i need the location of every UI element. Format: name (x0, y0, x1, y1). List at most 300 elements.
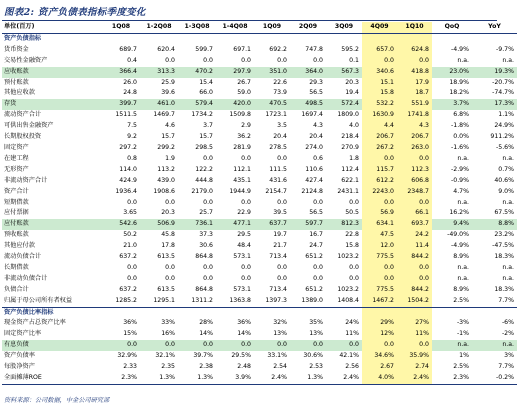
table-cell: 0.0 (203, 56, 213, 64)
report-title: 图表2: 资产负债表指标季度变化 (4, 7, 146, 18)
table-cell: 0.0 (165, 198, 175, 206)
row-label: 应付票据 (4, 209, 29, 217)
table-cell: 0.0 (362, 56, 397, 67)
table-cell: 1734.2 (191, 111, 213, 119)
table-cell: 1363.8 (216, 296, 254, 307)
table-cell: 1.3% (140, 373, 178, 384)
table-cell: 1023.2 (337, 253, 359, 261)
table-row (2, 121, 517, 132)
table-cell: 470.5 (254, 99, 290, 110)
table-cell: 1397.3 (254, 296, 290, 307)
table-cell: 18.3% (494, 253, 514, 261)
table-row (2, 219, 517, 230)
table-cell: 66.0 (199, 89, 213, 97)
table-cell: 0.0 (127, 198, 137, 206)
table-cell: 9.0% (498, 187, 514, 195)
table-cell: 424.9 (119, 176, 137, 184)
row-label: 资产负债率 (4, 352, 35, 360)
table-cell: 1% (459, 352, 469, 360)
table-cell: 3.7% (432, 99, 472, 110)
table-cell: 0.0 (203, 274, 213, 282)
table-cell: 689.7 (119, 45, 137, 53)
table-cell: 15% (123, 330, 137, 338)
table-cell: 18.7 (397, 88, 432, 99)
table-cell: 2.56 (345, 363, 359, 371)
table-cell: 4.7% (453, 187, 469, 195)
table-cell: 2.38 (199, 363, 213, 371)
table-cell: 420.0 (216, 99, 254, 110)
table-cell: 22.6 (273, 78, 287, 86)
table-cell: 35% (309, 319, 323, 327)
table-cell: 1408.4 (326, 296, 362, 307)
table-cell: -20.7% (492, 78, 514, 86)
table-cell: 16.2% (449, 209, 469, 217)
table-cell: 2.4% (254, 373, 290, 384)
table-cell: 2.4% (397, 373, 432, 384)
table-cell: 0.0 (277, 274, 287, 282)
row-label: 预付账款 (4, 78, 29, 86)
table-cell: 2.3% (432, 373, 472, 384)
table-cell: 0.0 (362, 198, 397, 209)
table-cell: 1741.8 (397, 110, 432, 121)
row-label: 无形资产 (4, 165, 29, 173)
table-cell: n.a. (457, 263, 469, 271)
table-cell: n.a. (472, 340, 517, 351)
table-cell: 0.0 (254, 340, 290, 351)
table-cell: 0.0 (241, 154, 251, 162)
table-cell: 1509.8 (229, 111, 251, 119)
row-label: 交易性金融资产 (4, 56, 48, 64)
table-cell: 14% (237, 330, 251, 338)
table-cell: 1723.1 (265, 111, 287, 119)
row-label: 全面摊薄ROE (2, 373, 102, 384)
table-cell: 36% (123, 319, 137, 327)
table-cell: 0.0 (313, 274, 323, 282)
table-cell: 112.3 (397, 165, 432, 176)
table-cell: 551.9 (397, 99, 432, 110)
table-cell: 6.8% (453, 111, 469, 119)
row-label: 流动资产合计 (4, 111, 42, 119)
table-cell: 278.5 (269, 143, 287, 151)
table-cell: 1511.5 (115, 111, 137, 119)
table-cell: 13% (309, 330, 323, 338)
table-cell: 736.1 (178, 219, 216, 230)
table-cell: 637.7 (254, 219, 290, 230)
table-cell: 634.1 (362, 219, 397, 230)
table-cell: 206.7 (362, 132, 397, 143)
table-cell: 8.8% (472, 219, 517, 230)
table-cell: 579.4 (178, 99, 216, 110)
column-header: YoY (472, 22, 517, 33)
row-label: 其他应付款 (4, 242, 35, 250)
unit-header: 单位(百万) (2, 22, 102, 33)
table-row (2, 351, 517, 362)
table-row (2, 187, 517, 198)
table-cell: 1023.2 (337, 285, 359, 293)
table-cell: 0.0 (397, 263, 432, 274)
table-cell: 1809.0 (337, 111, 359, 119)
table-cell: 32% (273, 319, 287, 327)
table-row (2, 362, 517, 373)
table-cell: 567.3 (326, 67, 362, 78)
table-cell: 1311.2 (178, 296, 216, 307)
table-cell: 13% (273, 330, 287, 338)
table-cell: 8.9% (453, 285, 469, 293)
balance-sheet-table (2, 22, 517, 385)
table-row (2, 208, 517, 219)
table-row (2, 318, 517, 329)
table-cell: 0.7% (498, 165, 514, 173)
table-cell: 613.5 (157, 285, 175, 293)
table-row (2, 241, 517, 252)
table-cell: 1469.7 (153, 111, 175, 119)
table-cell: 1.1% (498, 111, 514, 119)
table-cell: 19.4 (345, 89, 359, 97)
table-cell: 0.0 (362, 340, 397, 351)
table-cell: -2.9% (451, 165, 469, 173)
table-cell: 1.9 (165, 154, 175, 162)
table-cell: 40.6% (494, 176, 514, 184)
table-cell: 461.0 (140, 99, 178, 110)
table-cell: 7.7% (472, 296, 517, 307)
table-cell: 0.8 (127, 154, 137, 162)
table-cell: -0.9% (451, 176, 469, 184)
table-cell: 1697.4 (301, 111, 323, 119)
table-cell: 267.2 (362, 143, 397, 154)
table-cell: 2.67 (362, 362, 397, 373)
table-row (2, 252, 517, 263)
row-label: 归属于母公司所有者权益 (2, 296, 102, 307)
section-row (2, 33, 517, 44)
row-label: 其他应收款 (4, 89, 35, 97)
table-row (2, 78, 517, 89)
table-row (2, 56, 517, 67)
table-cell: 32.9% (117, 352, 137, 360)
table-cell: 0.1 (349, 56, 359, 64)
table-cell: 506.9 (140, 219, 178, 230)
table-cell: 599.7 (195, 45, 213, 53)
table-cell: 32.1% (155, 352, 175, 360)
table-row (2, 340, 517, 351)
table-cell: 864.8 (195, 253, 213, 261)
table-cell: -74.7% (492, 89, 514, 97)
table-cell: n.a. (432, 340, 472, 351)
table-cell: 0.0 (178, 340, 216, 351)
section-filler-cell (432, 33, 472, 44)
table-cell: 37.3 (199, 231, 213, 239)
table-cell: 0.0 (102, 340, 140, 351)
table-cell: 0.0 (140, 340, 178, 351)
table-cell: 218.4 (341, 133, 359, 141)
table-cell: 0.0 (127, 263, 137, 271)
table-cell: 542.6 (102, 219, 140, 230)
table-cell: 606.8 (397, 176, 432, 187)
table-cell: 34.6% (362, 351, 397, 362)
table-cell: n.a. (502, 56, 514, 64)
table-cell: 1630.9 (362, 110, 397, 121)
table-cell: -5.6% (496, 143, 514, 151)
table-row (2, 176, 517, 187)
table-cell: 0.0 (277, 198, 287, 206)
table-cell: 1.8 (349, 154, 359, 162)
table-cell: 11% (397, 329, 432, 340)
table-cell: 20.3 (345, 78, 359, 86)
table-row (2, 143, 517, 154)
table-cell: 206.7 (397, 132, 432, 143)
table-cell: 0.0% (453, 133, 469, 141)
table-cell: 25.9 (161, 78, 175, 86)
table-cell: 0.0 (165, 56, 175, 64)
table-cell: -3% (456, 319, 469, 327)
table-cell: 364.0 (290, 67, 326, 78)
table-cell: 1389.0 (290, 296, 326, 307)
table-cell: 0.0 (277, 263, 287, 271)
table-cell: -0.2% (472, 373, 517, 384)
table-cell: 2.53 (309, 363, 323, 371)
table-cell: 0.0 (362, 154, 397, 165)
table-cell: 59.0 (237, 89, 251, 97)
table-cell: -47.5% (492, 242, 514, 250)
table-cell: 23.2% (494, 231, 514, 239)
table-cell: 775.5 (362, 285, 397, 296)
table-cell: 1.3% (290, 373, 326, 384)
table-cell: 444.8 (195, 176, 213, 184)
table-cell: 572.4 (326, 99, 362, 110)
table-cell: 12% (362, 329, 397, 340)
table-cell: 30.6 (199, 242, 213, 250)
table-cell: 33% (161, 319, 175, 327)
table-cell: 0.0 (349, 274, 359, 282)
table-cell: 1504.2 (397, 296, 432, 307)
table-cell: 651.2 (305, 285, 323, 293)
table-cell: 270.9 (341, 143, 359, 151)
column-header: 1-2Q08 (140, 22, 178, 33)
table-cell: 1908.6 (153, 187, 175, 195)
section-filler-cell (472, 33, 517, 44)
table-cell: 0.0 (349, 198, 359, 206)
table-cell: 2431.1 (337, 187, 359, 195)
table-cell: 1944.9 (229, 187, 251, 195)
table-cell: n.a. (502, 274, 514, 282)
table-cell: 2.48 (237, 363, 251, 371)
table-cell: 4.3 (397, 121, 432, 132)
table-cell: 2.54 (273, 363, 287, 371)
section-filler-cell (397, 307, 432, 318)
table-cell: 1467.2 (362, 296, 397, 307)
table-cell: 747.8 (305, 45, 323, 53)
column-header: QoQ (432, 22, 472, 33)
table-row (2, 329, 517, 340)
row-label: 流动负债合计 (4, 253, 42, 261)
title-rule (2, 20, 497, 21)
table-cell: 812.3 (326, 219, 362, 230)
table-cell: 0.0 (203, 154, 213, 162)
table-cell: 693.7 (397, 219, 432, 230)
table-cell: 775.5 (362, 252, 397, 263)
table-cell: 16% (161, 330, 175, 338)
table-cell: 439.0 (157, 176, 175, 184)
table-cell: 36.2 (237, 133, 251, 141)
row-label: 固定资产比率 (4, 330, 42, 338)
table-cell: 47.5 (362, 230, 397, 241)
table-cell: 11% (345, 330, 359, 338)
table-cell: 399.7 (102, 99, 140, 110)
table-cell: -9.7% (496, 45, 514, 53)
table-cell: 470.2 (178, 67, 216, 78)
table-cell: 697.1 (233, 45, 251, 53)
table-cell: 25.7 (199, 209, 213, 217)
column-header: 1-4Q08 (216, 22, 254, 33)
table-cell: 573.1 (233, 253, 251, 261)
table-cell: 3.65 (123, 209, 137, 217)
table-cell: 24.7 (309, 242, 323, 250)
column-header: 2Q09 (290, 22, 326, 33)
table-cell: 613.5 (157, 253, 175, 261)
table-cell: 532.2 (362, 99, 397, 110)
table-cell: 3% (504, 352, 514, 360)
table-cell: 0.6 (313, 154, 323, 162)
table-cell: 4.6 (165, 122, 175, 130)
table-cell: 637.2 (119, 285, 137, 293)
table-cell: 844.2 (397, 285, 432, 296)
row-label: 短期借款 (4, 198, 29, 206)
table-row (2, 110, 517, 121)
table-row (2, 263, 517, 274)
table-cell: 112.1 (233, 165, 251, 173)
table-cell: 477.1 (216, 219, 254, 230)
table-cell: 0.0 (127, 274, 137, 282)
table-cell: 9.4% (432, 219, 472, 230)
table-cell: 418.8 (397, 67, 432, 78)
table-cell: 0.0 (241, 274, 251, 282)
table-cell: 0.0 (326, 340, 362, 351)
table-cell: 66.1 (397, 208, 432, 219)
table-cell: 24% (345, 319, 359, 327)
table-row (2, 132, 517, 143)
table-cell: -1% (456, 330, 469, 338)
row-label: 长期借款 (4, 263, 29, 271)
table-cell: 30.6% (303, 352, 323, 360)
column-header: 1-3Q08 (178, 22, 216, 33)
table-cell: n.a. (502, 154, 514, 162)
table-cell: 24.2 (397, 230, 432, 241)
table-cell: 0.0 (277, 154, 287, 162)
table-cell: 2.74 (397, 362, 432, 373)
section-filler-cell (397, 33, 432, 44)
table-cell: 20.4 (309, 133, 323, 141)
table-cell: 39.5 (273, 209, 287, 217)
table-cell: 48.4 (237, 242, 251, 250)
table-cell: 2124.8 (301, 187, 323, 195)
table-row (2, 154, 517, 165)
table-cell: 42.1% (339, 352, 359, 360)
table-cell: 8.9% (453, 253, 469, 261)
table-cell: 111.5 (269, 165, 287, 173)
table-cell: 114.0 (119, 165, 137, 173)
table-cell: 56.5 (309, 89, 323, 97)
table-cell: 14% (199, 330, 213, 338)
table-cell: 21.0 (123, 242, 137, 250)
table-cell: 263.0 (397, 143, 432, 154)
table-row (2, 230, 517, 241)
table-cell: 24.8 (123, 89, 137, 97)
table-cell: 844.2 (397, 252, 432, 263)
source-note: 资料来源：公司数据，中金公司研究部 (4, 397, 110, 404)
table-cell: 0.0 (362, 274, 397, 285)
table-cell: 18.3% (494, 285, 514, 293)
table-cell: 21.7 (273, 242, 287, 250)
table-cell: 313.3 (140, 67, 178, 78)
table-cell: -49.0% (447, 231, 469, 239)
table-row (2, 373, 517, 384)
table-cell: 19.3% (472, 67, 517, 78)
table-cell: 2243.0 (362, 187, 397, 198)
table-cell: 297.9 (216, 67, 254, 78)
table-cell: n.a. (457, 154, 469, 162)
table-row (2, 285, 517, 296)
table-cell: 0.4 (127, 56, 137, 64)
row-label: 在建工程 (4, 154, 29, 162)
table-cell: 4.4 (362, 121, 397, 132)
table-cell: 0.0 (349, 263, 359, 271)
table-cell: 23.0% (432, 67, 472, 78)
table-cell: 624.8 (397, 45, 432, 56)
table-cell: 22.8 (345, 231, 359, 239)
table-cell: n.a. (457, 198, 469, 206)
table-cell: 15.7 (161, 133, 175, 141)
table-cell: 3.9% (216, 373, 254, 384)
row-label: 每股净资产 (4, 363, 35, 371)
table-cell: 24.9% (494, 122, 514, 130)
table-cell: 651.2 (305, 253, 323, 261)
table-cell: 7.7% (498, 363, 514, 371)
table-cell: 50.2 (123, 231, 137, 239)
table-cell: 115.7 (362, 165, 397, 176)
table-cell: 0.0 (165, 263, 175, 271)
table-cell: 637.2 (119, 253, 137, 261)
row-label: 负债合计 (4, 285, 29, 293)
section-filler-cell (432, 307, 472, 318)
table-row (2, 296, 517, 307)
table-cell: 0.0 (241, 198, 251, 206)
column-header: 1Q09 (254, 22, 290, 33)
table-cell: 26.0 (123, 78, 137, 86)
table-cell: 0.0 (216, 340, 254, 351)
table-cell: 0.0 (397, 340, 432, 351)
section-title: 资产负债指标 (2, 33, 362, 44)
table-cell: 29.3 (309, 78, 323, 86)
table-cell: 2.5% (432, 296, 472, 307)
table-cell: 45.8 (161, 231, 175, 239)
table-cell: 28% (199, 319, 213, 327)
table-cell: 713.4 (269, 285, 287, 293)
table-cell: 1.3% (178, 373, 216, 384)
table-cell: 620.4 (157, 45, 175, 53)
table-cell: 7.5 (127, 122, 137, 130)
table-row (2, 45, 517, 56)
table-cell: 4.0% (362, 373, 397, 384)
table-cell: n.a. (502, 198, 514, 206)
table-cell: 0.0 (203, 198, 213, 206)
table-cell: 431.6 (269, 176, 287, 184)
table-cell: 36% (237, 319, 251, 327)
table-cell: 18.2% (449, 89, 469, 97)
table-cell: 2.9 (241, 122, 251, 130)
table-cell: 33.1% (267, 352, 287, 360)
table-cell: 9.2 (127, 133, 137, 141)
table-cell: 1295.1 (140, 296, 178, 307)
table-cell: 2179.0 (191, 187, 213, 195)
